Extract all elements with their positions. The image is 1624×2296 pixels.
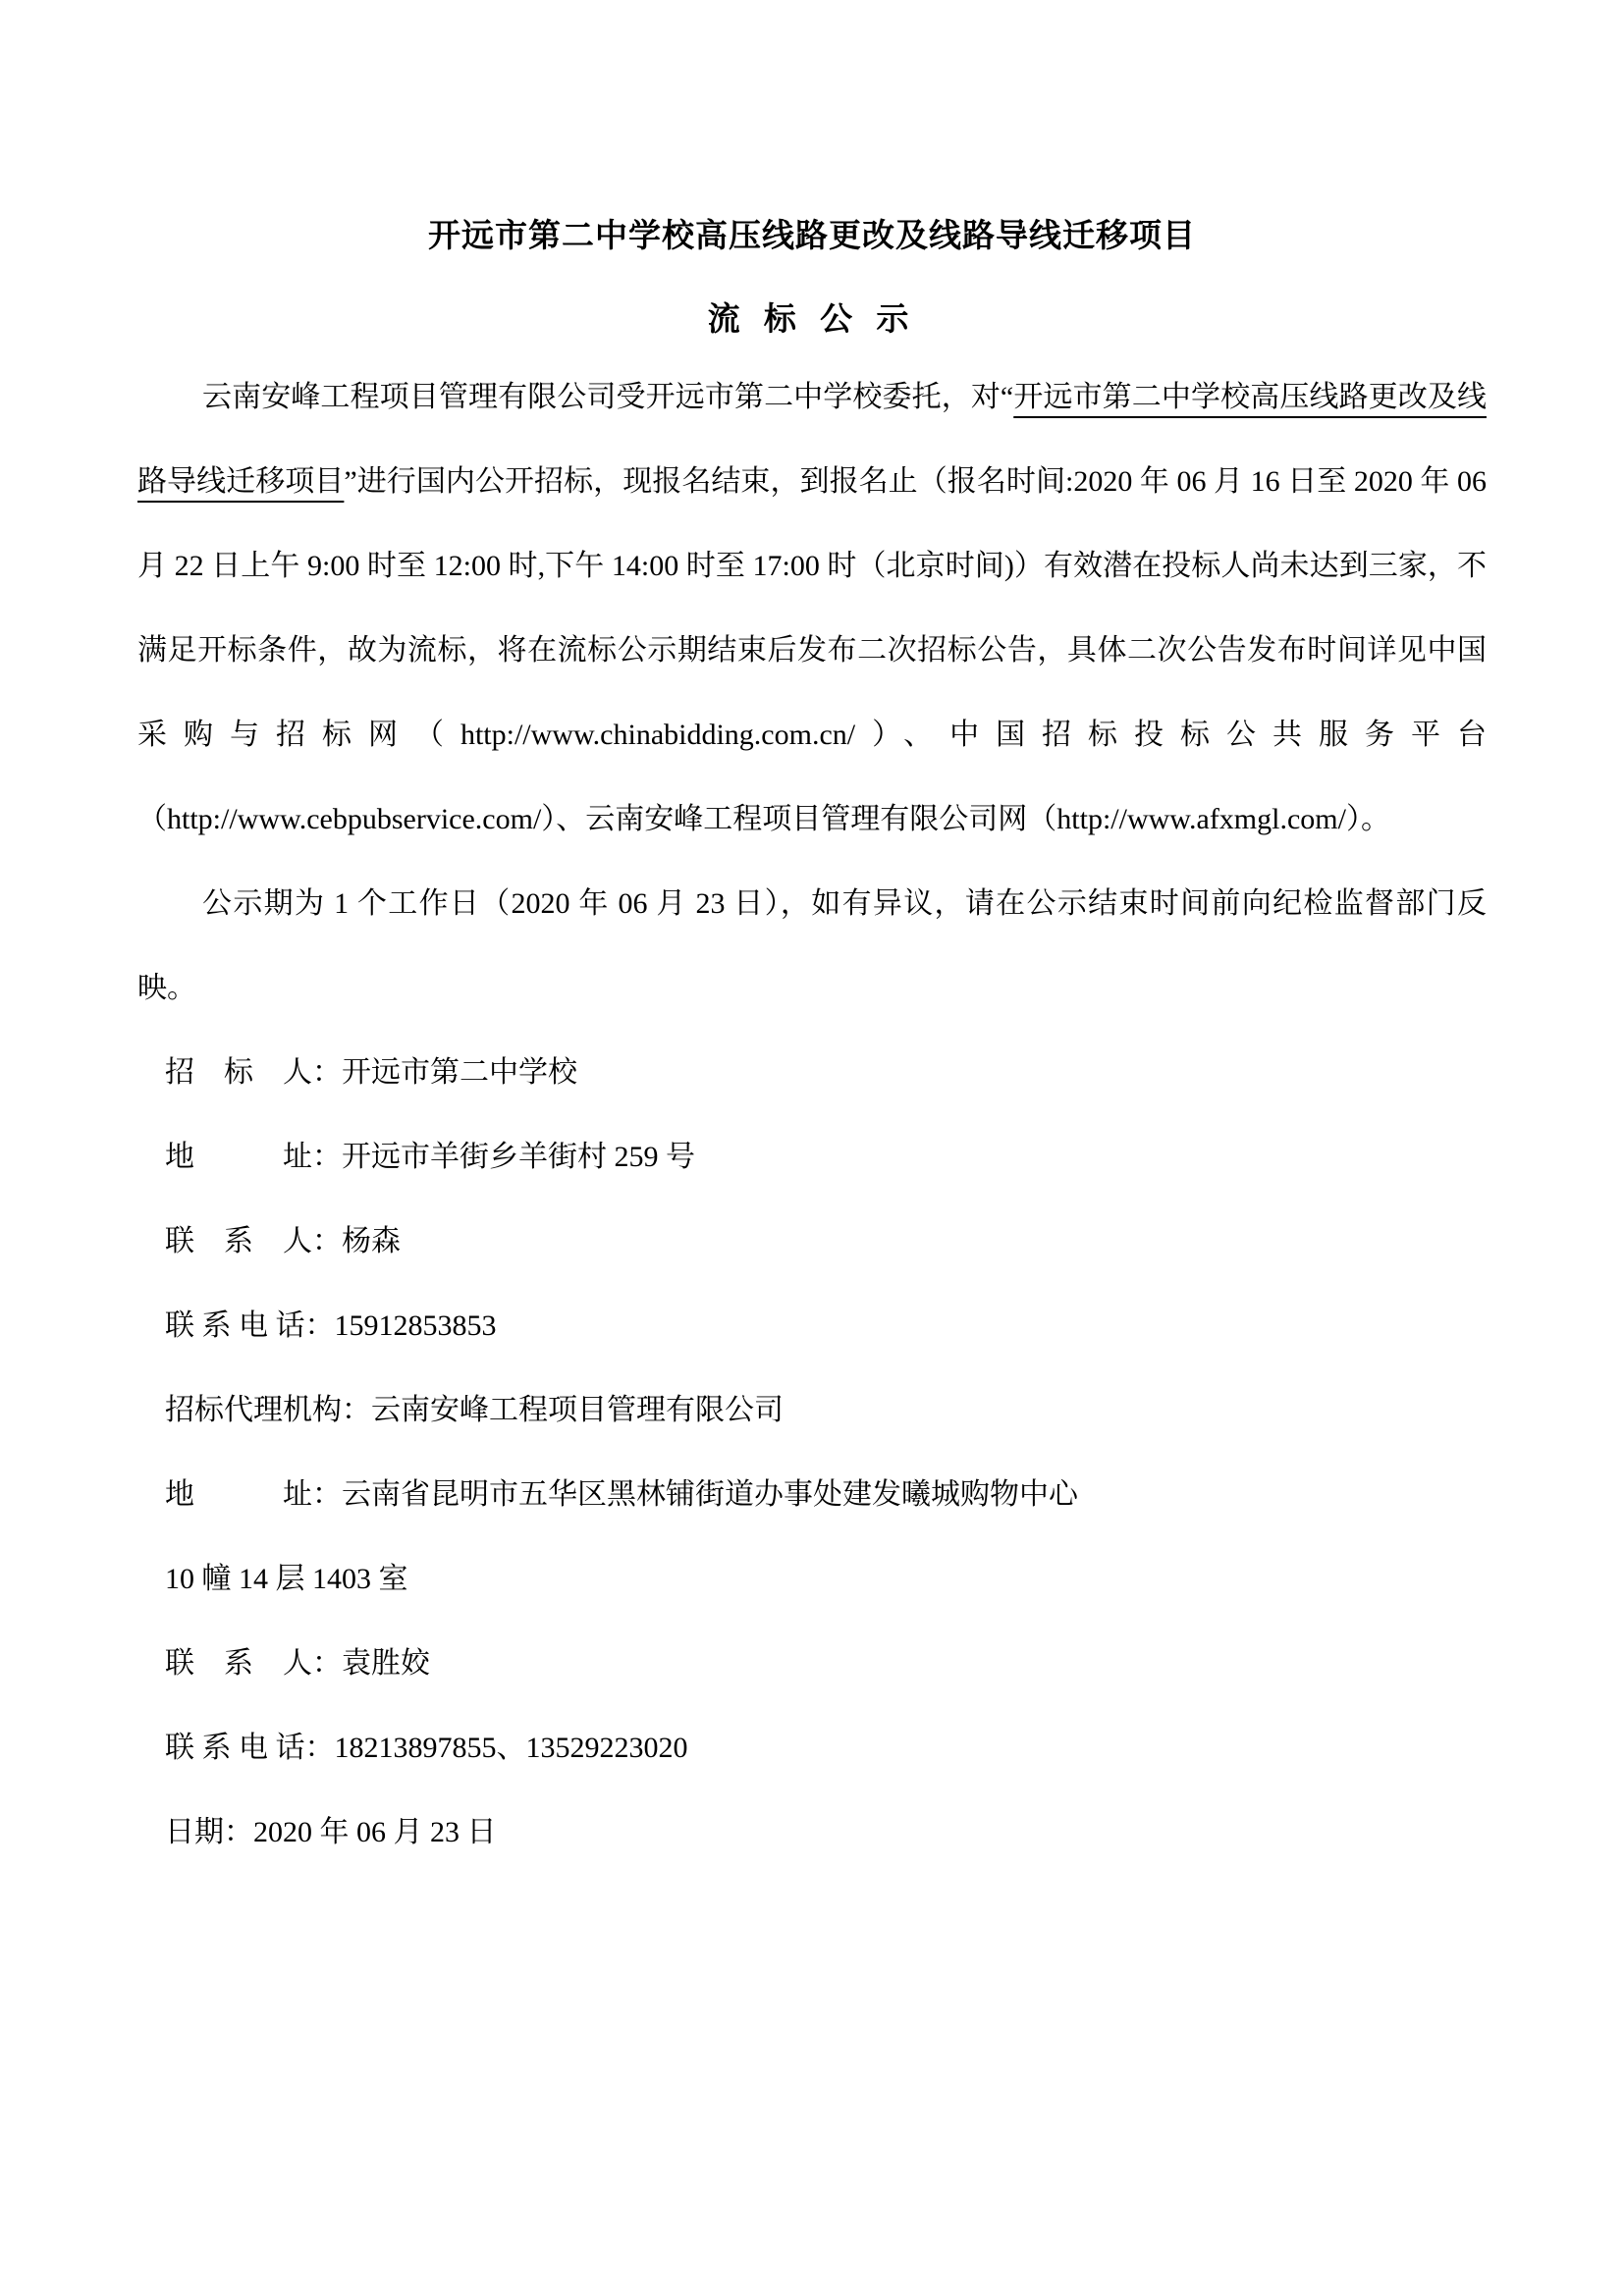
contact-label: 地 址： — [165, 1478, 342, 1511]
contact-label: 联 系 电 话： — [165, 1732, 335, 1764]
contact-label: 地 址： — [165, 1141, 342, 1173]
contact-value: 15912853853 — [334, 1309, 497, 1342]
contact-line-tenderer-phone — [165, 1284, 1487, 1368]
contact-info-block — [137, 1031, 1487, 1875]
contact-line-agency-address-continued — [165, 1537, 1487, 1622]
contact-label: 日期： — [165, 1816, 253, 1848]
paragraph-publicity-period: 公示期为 1 个工作日（2020 年 06 月 23 日），如有异议，请在公示结束时间前向纪检监督部门反映。 — [137, 887, 1487, 1004]
contact-line-agency-contact-person — [165, 1622, 1487, 1706]
contact-value: 2020 年 06 月 23 日 — [253, 1816, 497, 1848]
contact-label: 联 系 电 话： — [165, 1309, 335, 1342]
contact-value: 袁胜姣 — [342, 1647, 430, 1680]
contact-line-tenderer — [165, 1031, 1487, 1115]
document-title: 开远市第二中学校高压线路更改及线路导线迁移项目 — [428, 216, 1196, 254]
paragraph-announcement — [137, 355, 1487, 862]
contact-line-agency-phone — [165, 1706, 1487, 1790]
contact-label: 联 系 人： — [165, 1225, 342, 1257]
contact-value: 杨森 — [342, 1225, 401, 1257]
contact-value: 云南省昆明市五华区黑林铺街道办事处建发曦城购物中心 — [342, 1478, 1078, 1511]
contact-label: 招 标 人： — [165, 1056, 342, 1089]
contact-line-tenderer-address — [165, 1115, 1487, 1200]
contact-line-tenderer-contact-person — [165, 1200, 1487, 1284]
document-body — [137, 355, 1487, 1875]
contact-value: 18213897855、13529223020 — [334, 1732, 688, 1764]
project-name-underlined: 开远市第二中学校高压线路更改及线路导线迁移项目 — [137, 381, 1487, 498]
document-subtitle: 流 标 公 示 — [707, 302, 917, 338]
contact-label: 联 系 人： — [165, 1647, 342, 1680]
contact-value: 10 幢 14 层 1403 室 — [165, 1563, 408, 1595]
contact-line-date — [165, 1790, 1487, 1875]
paragraph-announcement-body: ”进行国内公开招标，现报名结束，到报名止（报名时间:2020 年 06 月 16 日至 2020 年 06 月 22 日上午 9:00 时至 12:00 时,下午 14:00 时至 17:00 时（北京时间)）有效潜在投标人尚未达到三家，不满足开标条件，故为流标，将在流标公示期结束后发布二次招标公告，具体二次公告发布时间详见中国采购与招标网（http://www.chinabidding.com.cn/）、中国招标投标公共服务平台（http://www.cebpubservice.com/）、云南安峰工程项目管理有限公司网（http://www.afxmgl.com/）。 — [137, 465, 1488, 835]
contact-line-agency — [165, 1368, 1487, 1453]
contact-label: 招标代理机构： — [165, 1394, 371, 1426]
paragraph-announcement-prefix: 云南安峰工程项目管理有限公司受开远市第二中学校委托，对“ — [202, 381, 1014, 413]
contact-value: 开远市羊街乡羊街村 259 号 — [342, 1141, 695, 1173]
contact-line-agency-address — [165, 1453, 1487, 1537]
contact-value: 开远市第二中学校 — [342, 1056, 577, 1089]
contact-value: 云南安峰工程项目管理有限公司 — [371, 1394, 784, 1426]
